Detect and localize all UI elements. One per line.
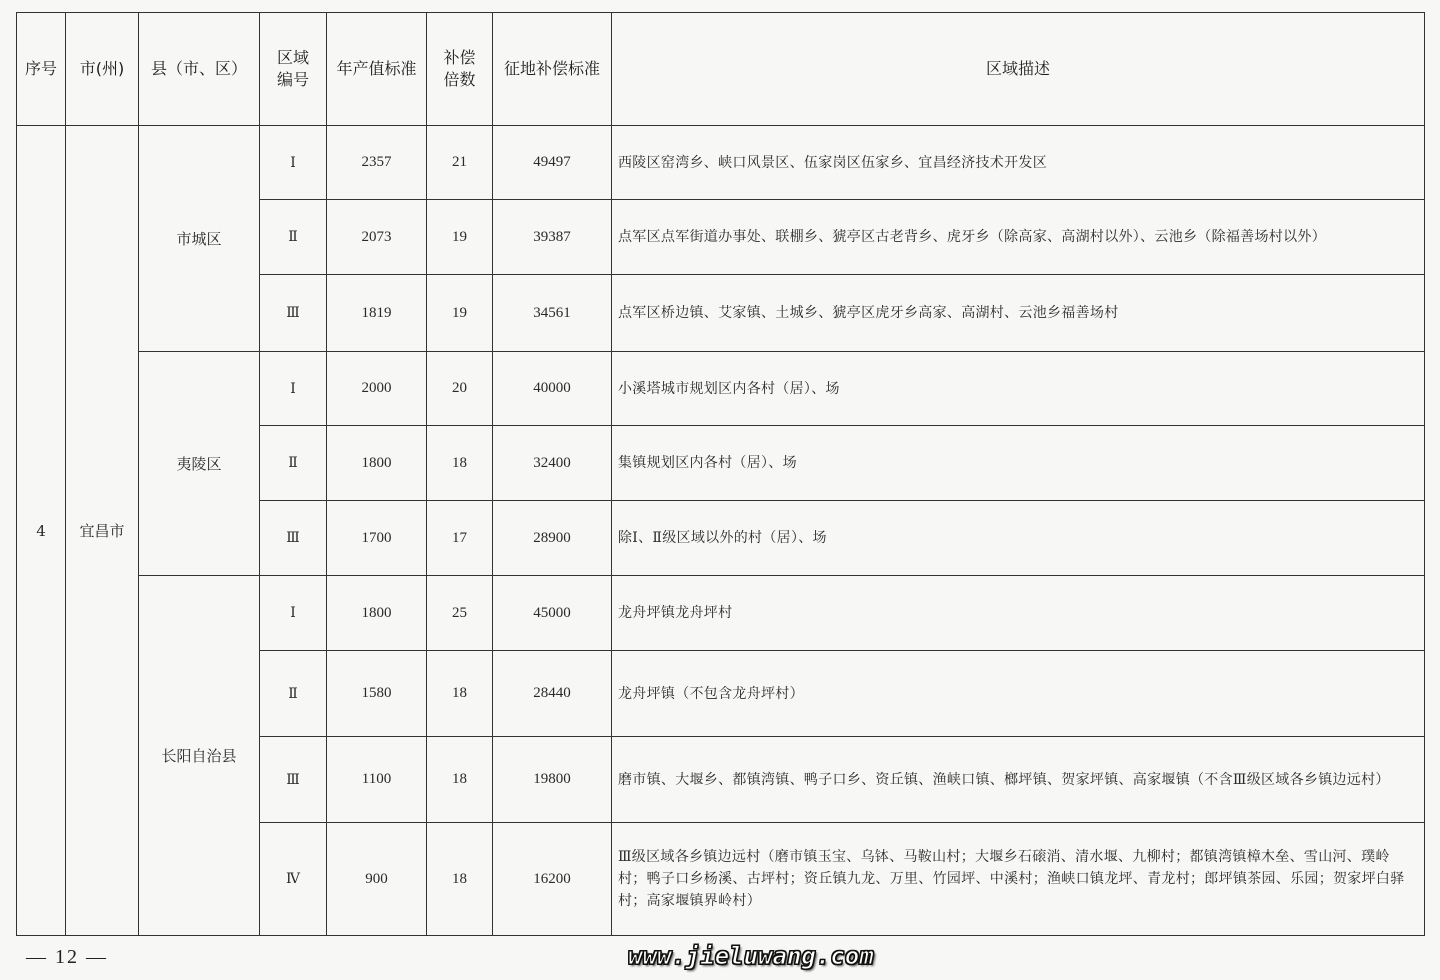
zone-cell: Ⅱ — [260, 651, 327, 737]
seq-cell: 4 — [17, 126, 66, 936]
description-cell: Ⅲ级区域各乡镇边远村（磨市镇玉宝、乌钵、马鞍山村；大堰乡石磙消、清水堰、九柳村；都镇湾镇樟木垒、雪山河、璞岭村；鸭子口乡杨溪、古坪村；资丘镇九龙、万里、竹园坪、中溪村；渔峡口镇龙坪、青龙村；郎坪镇茶园、乐园；贺家坪白驿村；高家堰镇界岭村） — [612, 823, 1425, 936]
multiplier-cell: 18 — [427, 651, 493, 737]
multiplier-cell: 25 — [427, 576, 493, 651]
header-annual-value: 年产值标准 — [327, 13, 427, 126]
multiplier-cell: 18 — [427, 823, 493, 936]
county-cell: 夷陵区 — [139, 352, 260, 576]
header-row — [17, 13, 1425, 126]
zone-cell: Ⅰ — [260, 352, 327, 426]
header-multiplier — [427, 13, 493, 126]
compensation-cell: 16200 — [493, 823, 612, 936]
annual-value-cell: 2357 — [327, 126, 427, 200]
compensation-cell: 28440 — [493, 651, 612, 737]
county-cell: 长阳自治县 — [139, 576, 260, 936]
header-county: 县（市、区） — [139, 13, 260, 126]
header-multiplier-line2: 倍数 — [443, 70, 476, 89]
multiplier-cell: 20 — [427, 352, 493, 426]
table-row — [17, 576, 1425, 651]
description-cell: 龙舟坪镇龙舟坪村 — [612, 576, 1425, 651]
description-cell: 磨市镇、大堰乡、都镇湾镇、鸭子口乡、资丘镇、渔峡口镇、榔坪镇、贺家坪镇、高家堰镇（不含Ⅲ级区域各乡镇边远村） — [612, 737, 1425, 823]
annual-value-cell: 1580 — [327, 651, 427, 737]
compensation-cell: 40000 — [493, 352, 612, 426]
zone-cell: Ⅰ — [260, 126, 327, 200]
compensation-cell: 45000 — [493, 576, 612, 651]
city-cell: 宜昌市 — [66, 126, 139, 936]
compensation-cell: 28900 — [493, 501, 612, 576]
annual-value-cell: 1700 — [327, 501, 427, 576]
multiplier-cell: 21 — [427, 126, 493, 200]
annual-value-cell: 2000 — [327, 352, 427, 426]
county-cell: 市城区 — [139, 126, 260, 352]
multiplier-cell: 18 — [427, 737, 493, 823]
page-number: — 12 — — [26, 946, 108, 968]
table-row — [17, 126, 1425, 200]
description-cell: 小溪塔城市规划区内各村（居）、场 — [612, 352, 1425, 426]
zone-cell: Ⅰ — [260, 576, 327, 651]
compensation-cell: 34561 — [493, 275, 612, 352]
zone-cell: Ⅲ — [260, 501, 327, 576]
table-row — [17, 352, 1425, 426]
multiplier-cell: 19 — [427, 200, 493, 275]
header-city: 市(州) — [66, 13, 139, 126]
header-zone-code-line2: 编号 — [276, 70, 309, 89]
multiplier-cell: 17 — [427, 501, 493, 576]
compensation-cell: 39387 — [493, 200, 612, 275]
compensation-cell: 49497 — [493, 126, 612, 200]
compensation-cell: 32400 — [493, 426, 612, 501]
description-cell: 西陵区窑湾乡、峡口风景区、伍家岗区伍家乡、宜昌经济技术开发区 — [612, 126, 1425, 200]
zone-cell: Ⅱ — [260, 426, 327, 501]
annual-value-cell: 1819 — [327, 275, 427, 352]
compensation-table — [16, 12, 1425, 936]
document-page — [16, 12, 1424, 934]
zone-cell: Ⅱ — [260, 200, 327, 275]
zone-cell: Ⅲ — [260, 737, 327, 823]
header-zone-code-line1: 区域 — [276, 48, 309, 67]
compensation-cell: 19800 — [493, 737, 612, 823]
header-description: 区域描述 — [612, 13, 1425, 126]
annual-value-cell: 1800 — [327, 576, 427, 651]
zone-cell: Ⅳ — [260, 823, 327, 936]
header-zone-code — [260, 13, 327, 126]
description-cell: 点军区桥边镇、艾家镇、土城乡、猇亭区虎牙乡高家、高湖村、云池乡福善场村 — [612, 275, 1425, 352]
header-compensation: 征地补偿标准 — [493, 13, 612, 126]
annual-value-cell: 1800 — [327, 426, 427, 501]
watermark-text: www.jieluwang.com — [628, 942, 874, 970]
annual-value-cell: 900 — [327, 823, 427, 936]
annual-value-cell: 2073 — [327, 200, 427, 275]
annual-value-cell: 1100 — [327, 737, 427, 823]
description-cell: 龙舟坪镇（不包含龙舟坪村） — [612, 651, 1425, 737]
zone-cell: Ⅲ — [260, 275, 327, 352]
description-cell: 集镇规划区内各村（居）、场 — [612, 426, 1425, 501]
description-cell: 点军区点军街道办事处、联棚乡、猇亭区古老背乡、虎牙乡（除高家、高湖村以外）、云池乡（除福善场村以外） — [612, 200, 1425, 275]
description-cell: 除Ⅰ、Ⅱ级区域以外的村（居）、场 — [612, 501, 1425, 576]
multiplier-cell: 18 — [427, 426, 493, 501]
header-seq: 序号 — [17, 13, 66, 126]
multiplier-cell: 19 — [427, 275, 493, 352]
header-multiplier-line1: 补偿 — [443, 48, 476, 67]
